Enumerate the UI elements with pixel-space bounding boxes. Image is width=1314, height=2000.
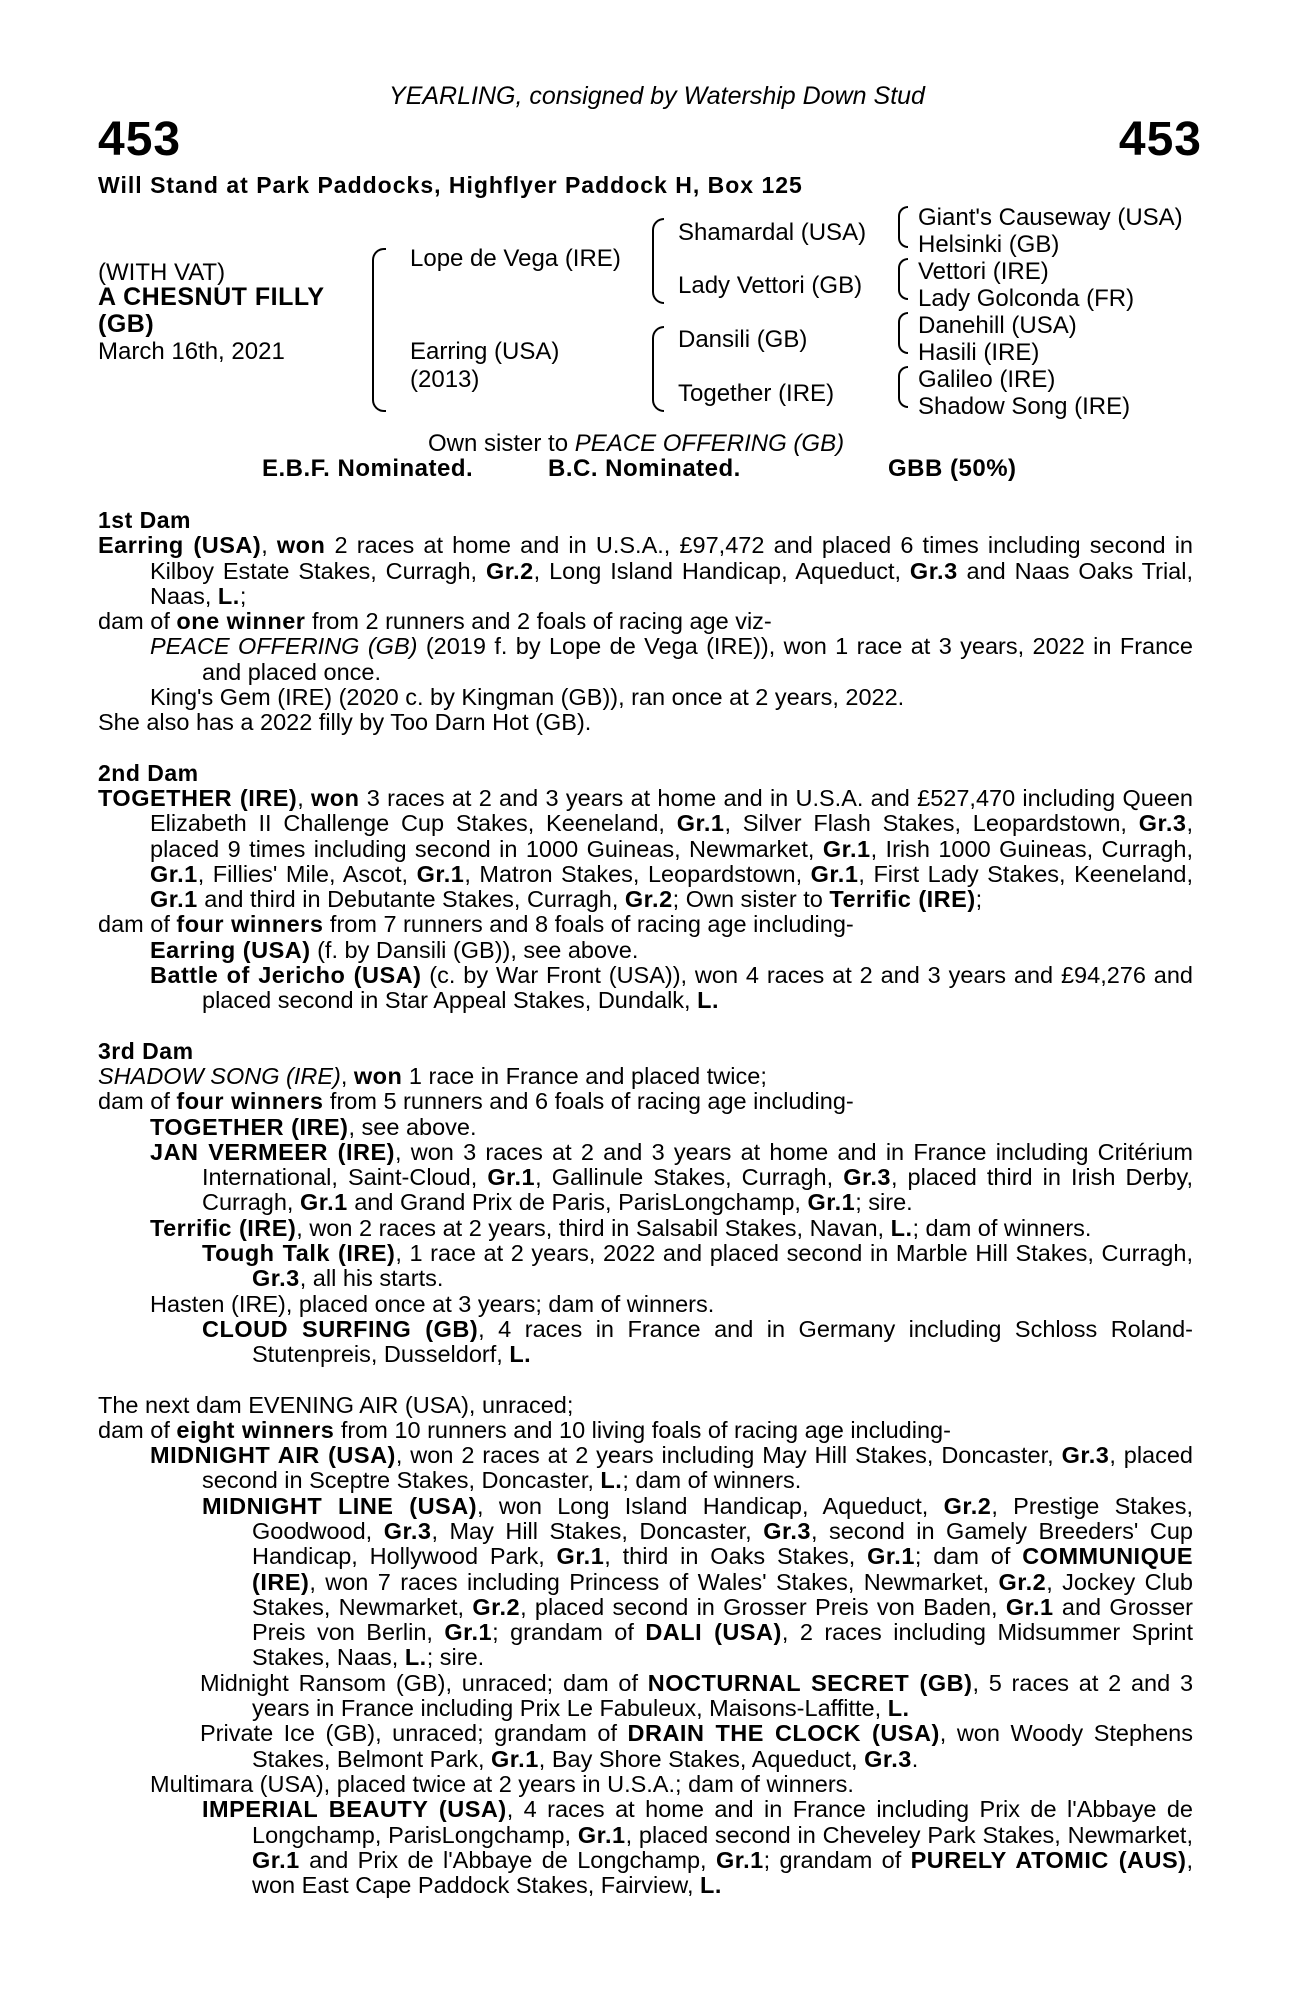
ds-sire: Danehill (USA)	[918, 312, 1077, 339]
third-dam-para-6: Tough Talk (IRE), 1 race at 2 years, 2022 and placed second in Marble Hill Stakes, Curragh, Gr.3, all his starts.	[202, 1240, 1193, 1292]
own-sister-note	[428, 430, 844, 458]
next-dam-para-2: dam of eight winners from 10 runners and 10 living foals of racing age including-	[98, 1416, 951, 1443]
sd-dam: Lady Golconda (FR)	[918, 285, 1135, 312]
third-dam-para-8: CLOUD SURFING (GB), 4 races in France and in Germany including Schloss Roland-Stutenpreis, Dusseldorf, L.	[202, 1315, 1193, 1368]
second-dam-para-2: dam of four winners from 7 runners and 8 foals of racing age including-	[98, 911, 854, 938]
dam-dam: Together (IRE)	[678, 380, 835, 407]
gbb-note: GBB (50%)	[888, 455, 1017, 482]
vat-note: (WITH VAT)	[98, 259, 226, 286]
second-dam-para-4: Battle of Jericho (USA) (c. by War Front (USA)), won 4 races at 2 and 3 years and £94,276 and placed second in Star Appeal Stakes, Dundalk, L.	[150, 962, 1194, 1014]
consignor-line: YEARLING, consigned by Watership Down Stud	[389, 82, 925, 110]
first-dam-para-2: dam of one winner from 2 runners and 2 foals of racing age viz-	[98, 608, 772, 635]
bc-nomination: B.C. Nominated.	[548, 455, 741, 482]
next-dam-para-4: MIDNIGHT LINE (USA), won Long Island Handicap, Aqueduct, Gr.2, Prestige Stakes, Goodwood, Gr.3, May Hill Stakes, Doncaster, Gr.3, second in Gamely Breeders' Cup Handicap, Hollywood Park, Gr.1, third in Oaks Stakes, Gr.1; dam of COMMUNIQUE (IRE), won 7 races including Princess of Wales' Stakes, Newmarket, Gr.2, Jockey Club Stakes, Newmarket, Gr.2, placed second in Grosser Preis von Baden, Gr.1 and Grosser Preis von Berlin, Gr.1; grandam of DALI (USA), 2 races including Midsummer Sprint Stakes, Naas, L.; sire.	[202, 1492, 1194, 1671]
foaling-date: March 16th, 2021	[98, 338, 285, 365]
ds-dam: Hasili (IRE)	[918, 339, 1040, 366]
lot-number-right: 453	[1118, 113, 1202, 166]
own-sister-name: PEACE OFFERING (GB)	[574, 430, 845, 457]
third-dam-para-2: dam of four winners from 5 runners and 6 foals of racing age including-	[98, 1088, 854, 1115]
lot-number-left: 453	[98, 113, 182, 166]
next-dam-para-5: Midnight Ransom (GB), unraced; dam of NOCTURNAL SECRET (GB), 5 races at 2 and 3 years in France including Prix Le Fabuleux, Maisons-Laffitte, L.	[200, 1669, 1194, 1722]
second-dam-para-3: Earring (USA) (f. by Dansili (GB)), see above.	[150, 936, 639, 963]
pedigree-brace-sd	[898, 258, 908, 300]
second-dam-title: 2nd Dam	[98, 759, 199, 786]
horse-origin: (GB)	[98, 310, 155, 338]
third-dam-para-1: SHADOW SONG (IRE), won 1 race in France and placed twice;	[98, 1062, 767, 1089]
third-dam-title: 3rd Dam	[98, 1037, 194, 1064]
pedigree-brace-dd	[898, 366, 908, 408]
first-dam-para-3: PEACE OFFERING (GB) (2019 f. by Lope de Vega (IRE)), won 1 race at 3 years, 2022 in France and placed once.	[150, 633, 1193, 685]
first-dam-para-4: King's Gem (IRE) (2020 c. by Kingman (GB)), ran once at 2 years, 2022.	[150, 684, 905, 711]
next-dam-para-8: IMPERIAL BEAUTY (USA), 4 races at home and in France including Prix de l'Abbaye de Longchamp, ParisLongchamp, Gr.1, placed second in Cheveley Park Stakes, Newmarket, Gr.1 and Prix de l'Abbaye de Longchamp, Gr.1; grandam of PURELY ATOMIC (AUS), won East Cape Paddock Stakes, Fairview, L.	[202, 1796, 1194, 1899]
own-sister-prefix: Own sister to	[428, 430, 575, 457]
dam-year: (2013)	[410, 366, 480, 393]
dam-name: Earring (USA)	[410, 338, 560, 365]
sd-sire: Vettori (IRE)	[918, 258, 1049, 285]
ss-sire: Giant's Causeway (USA)	[918, 204, 1183, 231]
horse-name: A CHESNUT FILLY	[98, 283, 325, 311]
pedigree-brace-ds	[898, 312, 908, 354]
pedigree-brace-ss	[898, 206, 908, 248]
next-dam-para-7: Multimara (USA), placed twice at 2 years in U.S.A.; dam of winners.	[150, 1770, 854, 1797]
sire-dam: Lady Vettori (GB)	[678, 272, 863, 299]
dam-sire: Dansili (GB)	[678, 326, 808, 353]
third-dam-para-4: JAN VERMEER (IRE), won 3 races at 2 and 3 years at home and in France including Critérium International, Saint-Cloud, Gr.1, Gallinule Stakes, Curragh, Gr.3, placed third in Irish Derby, Curragh, Gr.1 and Grand Prix de Paris, ParisLongchamp, Gr.1; sire.	[150, 1138, 1194, 1216]
dd-dam: Shadow Song (IRE)	[918, 393, 1131, 420]
second-dam-para-1: TOGETHER (IRE), won 3 races at 2 and 3 years at home and in U.S.A. and £527,470 including Queen Elizabeth II Challenge Cup Stakes, Keeneland, Gr.1, Silver Flash Stakes, Leopardstown, Gr.3, placed 9 times including second in 1000 Guineas, Newmarket, Gr.1, Irish 1000 Guineas, Curragh, Gr.1, Fillies' Mile, Ascot, Gr.1, Matron Stakes, Leopardstown, Gr.1, First Lady Stakes, Keeneland, Gr.1 and third in Debutante Stakes, Curragh, Gr.2; Own sister to Terrific (IRE);	[98, 784, 1193, 913]
pedigree-brace-sire	[652, 218, 664, 304]
first-dam-para-5: She also has a 2022 filly by Too Darn Hot (GB).	[98, 709, 592, 736]
sire-sire: Shamardal (USA)	[678, 219, 867, 246]
location-line: Will Stand at Park Paddocks, Highflyer Paddock H, Box 125	[98, 172, 803, 198]
dd-sire: Galileo (IRE)	[918, 366, 1056, 393]
next-dam-para-1: The next dam EVENING AIR (USA), unraced;	[98, 1391, 574, 1418]
third-dam-para-3: TOGETHER (IRE), see above.	[150, 1113, 477, 1140]
third-dam-para-7: Hasten (IRE), placed once at 3 years; dam of winners.	[150, 1290, 715, 1317]
next-dam-para-6: Private Ice (GB), unraced; grandam of DRAIN THE CLOCK (USA), won Woody Stephens Stakes, Belmont Park, Gr.1, Bay Shore Stakes, Aqueduct, Gr.3.	[200, 1720, 1193, 1772]
sire-name: Lope de Vega (IRE)	[410, 245, 621, 272]
ss-dam: Helsinki (GB)	[918, 231, 1060, 258]
ebf-nomination: E.B.F. Nominated.	[262, 455, 474, 482]
pedigree-brace-main	[372, 248, 386, 412]
next-dam-para-3: MIDNIGHT AIR (USA), won 2 races at 2 years including May Hill Stakes, Doncaster, Gr.3, placed second in Sceptre Stakes, Doncaster, L.; dam of winners.	[150, 1442, 1193, 1494]
catalogue-body	[98, 508, 1193, 1898]
pedigree-brace-dam	[652, 326, 664, 412]
first-dam-title: 1st Dam	[98, 507, 191, 533]
first-dam-para-1: Earring (USA), won 2 races at home and in U.S.A., £97,472 and placed 6 times including second in Kilboy Estate Stakes, Curragh, Gr.2, Long Island Handicap, Aqueduct, Gr.3 and Naas Oaks Trial, Naas, L.;	[98, 532, 1193, 609]
third-dam-para-5: Terrific (IRE), won 2 races at 2 years, third in Salsabil Stakes, Navan, L.; dam of winners.	[150, 1214, 1092, 1241]
